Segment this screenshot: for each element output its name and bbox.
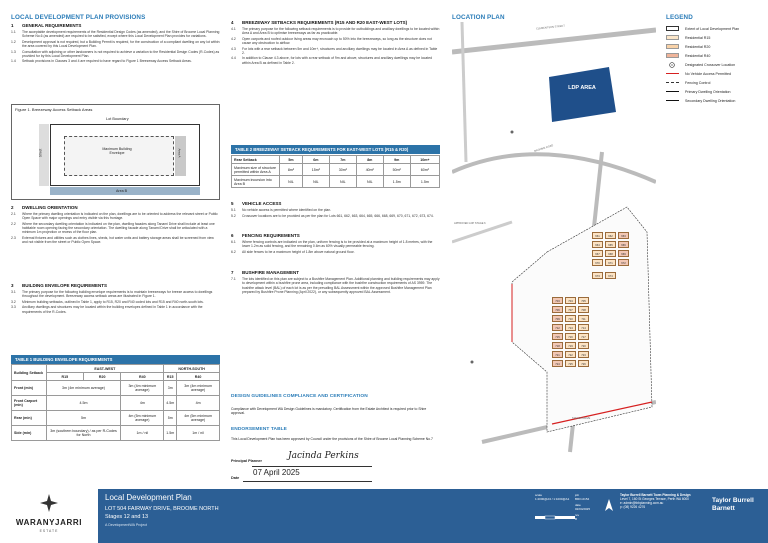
- area-a-label: Area A: [177, 148, 182, 158]
- lot: 726: [578, 360, 589, 367]
- endorsement-text: This Local Development Plan has been approved by Council under the provisions of the Shire of Broome Local Planning Scheme No.7: [231, 437, 433, 441]
- section-heading: [231, 270, 440, 275]
- clause: [11, 212, 220, 221]
- legend-swatch: [666, 73, 679, 75]
- clause-number: 7.1: [231, 277, 236, 281]
- endorsement-title: ENDORSEMENT TABLE: [231, 427, 287, 432]
- legend-label: Fencing Control: [685, 80, 711, 85]
- brand-logo-icon: [38, 492, 60, 514]
- table-1: [11, 364, 220, 441]
- scale-bar-icon: [535, 515, 575, 521]
- lot: 713: [565, 324, 576, 331]
- table-cell: 4m: [121, 396, 164, 411]
- rev-label: rev: [575, 513, 580, 517]
- table-1-sub: R15: [46, 373, 83, 381]
- meta-block: [575, 493, 590, 521]
- lot: 715: [552, 333, 563, 340]
- lot: 709: [552, 315, 563, 322]
- section-heading: [11, 23, 220, 28]
- section-envelope: [11, 283, 220, 315]
- legend-label: No Vehicle Access Permitted: [685, 71, 731, 76]
- table-cell: 3m: [164, 381, 177, 396]
- lot: 710: [565, 315, 576, 322]
- clause-number: 2.3: [11, 235, 16, 240]
- clause: [231, 240, 440, 249]
- legend-swatch: [666, 91, 679, 93]
- clause-text: For lots with a rear setback between 5m and 10m+, structures and ancillary dwellings may be located in Area A as defined in Table 2.: [242, 46, 438, 55]
- section-breezeway: [231, 20, 440, 66]
- section-heading: [231, 233, 440, 238]
- clause-number: 4.3: [231, 46, 236, 51]
- table-cell: NIL: [280, 176, 303, 188]
- scale-value: 1:2000@A3 / 1:1000@A1: [535, 497, 570, 501]
- section-title: DWELLING ORIENTATION: [22, 205, 78, 210]
- table-cell: 3m (southern boundary) / as per R-Codes for North: [46, 426, 121, 441]
- lot: 707: [565, 306, 576, 313]
- legend-swatch: [666, 44, 679, 49]
- brand-sub: ESTATE: [39, 529, 59, 533]
- clause-text: The primary purpose for the following setback requirements is to provide for outbuildings and ancillary dwellings to be located within Area A and Area B to optimise breezeways as far as practicable.: [242, 27, 440, 36]
- legend-item: [666, 42, 761, 51]
- date-label: date: [575, 503, 581, 507]
- legend-item: [666, 87, 761, 96]
- legend-label: Residential R15: [685, 35, 711, 40]
- clause-number: 3.2: [11, 299, 16, 304]
- row-label: Maximum incursion into Area B: [232, 176, 280, 188]
- lot: 667: [592, 250, 603, 257]
- lot: 720: [578, 342, 589, 349]
- ldp-area-label: LDP AREA: [568, 85, 596, 91]
- brand-name: WARANYJARRI: [15, 518, 83, 527]
- section-number: 2: [11, 205, 14, 210]
- meta-block: [535, 493, 569, 503]
- clause: [231, 277, 440, 294]
- crossover-icon: [666, 62, 679, 67]
- section-general: [11, 23, 220, 65]
- footer-line1: LOT 504 FAIRWAY DRIVE, BROOME NORTH: [105, 506, 219, 512]
- location-title: LOCATION PLAN: [452, 14, 505, 21]
- clause: [231, 208, 440, 212]
- compliance-title: DESIGN GUIDELINES COMPLIANCE AND CERTIFICATION: [231, 394, 368, 399]
- clause-text: All side fences to be a maximum height of 1.8m above natural ground floor.: [242, 249, 355, 254]
- table-cell: 4m (5m minimum average): [177, 411, 220, 426]
- lot: 673: [592, 272, 603, 279]
- lot: 706: [552, 306, 563, 313]
- table-cell: NIL: [356, 176, 383, 188]
- clause-text: The lots identified on this plan are subject to a Bushfire Management Plan. Additional planning and building requirements may apply to development within a bushfire prone area, including compliance with the bushfire construction requirements of AS 3959. The bushfire attack level (BAL) of each lot is as per the prevailing BAL Assessment within the approved Bushfire Management Plan prepared by Bushfire Prone Planning (April 2022), or any subsequently approved BAL Assessment.: [242, 277, 440, 294]
- clause-text: External fixtures and utilities such as clothes lines, sheds, hot water units and battery storage areas shall be screened from view and not visible from the street or Public Open Space.: [22, 235, 214, 245]
- legend-label: Secondary Dwelling Orientation: [685, 98, 736, 103]
- table-1-row: [12, 381, 220, 396]
- page-title: LOCAL DEVELOPMENT PLAN PROVISIONS: [11, 14, 146, 21]
- firm-address: Level 7, 160 St Georges Terrace, Perth WA 6000: [620, 497, 689, 501]
- clause: [11, 222, 220, 235]
- legend-label: Primary Dwelling Orientation: [685, 89, 731, 94]
- clause-number: 1.2: [11, 39, 16, 44]
- table-header: 8m: [356, 156, 383, 164]
- legend-item: [666, 78, 761, 87]
- table-1-col-ew: EAST-WEST: [46, 365, 164, 373]
- section-title: BUILDING ENVELOPE REQUIREMENTS: [22, 283, 108, 288]
- lot: 671: [605, 259, 616, 266]
- table-cell: 40m²: [356, 164, 383, 176]
- table-cell: 1m / nil: [177, 426, 220, 441]
- clause-text: Crossover locations are to be provided as per the plan for Lots 661, 662, 663, 664, 665, 666, 668, 669, 670, 671, 672, 673, 674.: [242, 213, 434, 218]
- legend-swatch: [666, 53, 679, 58]
- lot: 714: [578, 324, 589, 331]
- brand-box: [0, 489, 98, 543]
- lot: 670: [592, 259, 603, 266]
- lot: 661: [592, 232, 603, 239]
- table-cell: 1.5m: [383, 176, 410, 188]
- clause-number: 3.3: [11, 305, 16, 310]
- signer-line: [252, 466, 372, 467]
- clause-text: In addition to Clause 4.3 above, for lots with a rear setback of 9m and above, structures and ancillary dwellings may be located within Area B as defined in Table 2.: [242, 56, 432, 65]
- lot-boundary-label: Lot Boundary: [106, 117, 129, 121]
- compliance-text: Compliance with Development WA Design Guidelines is mandatory. Certification from the Estate Architect is required prior to Shire approval.: [231, 407, 427, 416]
- table-cell: NIL: [302, 176, 329, 188]
- clause: [11, 50, 220, 59]
- table-cell: 1.5m: [164, 426, 177, 441]
- legend-swatch: [666, 100, 679, 102]
- clause: [231, 214, 440, 218]
- clause: [11, 305, 220, 314]
- clause-number: 6.2: [231, 249, 236, 254]
- lot: 708: [578, 306, 589, 313]
- clause: [11, 236, 220, 245]
- clause: [231, 250, 440, 254]
- row-label: Front (min): [12, 381, 47, 396]
- table-header: 7m: [329, 156, 356, 164]
- table-1-row: [12, 426, 220, 441]
- table-cell: 60m²: [410, 164, 439, 176]
- section-title: GENERAL REQUIREMENTS: [22, 23, 82, 28]
- figure-caption: Figure 1. Breezeway Access Setback Areas: [15, 107, 93, 112]
- table-header: 5m: [280, 156, 303, 164]
- building-envelope: [64, 136, 174, 176]
- section-heading: [231, 201, 440, 206]
- road-label: CLEMENTSON STREET: [535, 24, 566, 31]
- footer-line2: Stages 12 and 13: [105, 514, 149, 520]
- legend-item: [666, 96, 761, 105]
- table-cell: 4.5m: [46, 396, 121, 411]
- clause: [11, 290, 220, 299]
- table-cell: 30m²: [329, 164, 356, 176]
- lot: 663: [618, 232, 629, 239]
- section-vehicle: [231, 201, 440, 219]
- table-2: [231, 155, 440, 188]
- firm-phone: p: (08) 9226 4276: [620, 505, 646, 509]
- table-cell: NIL: [329, 176, 356, 188]
- ldp-area-block: [549, 67, 616, 122]
- clause: [11, 300, 220, 304]
- legend-item: [666, 24, 761, 33]
- table-cell: 4m (5m minimum average): [121, 411, 164, 426]
- table-cell: 1m / nil: [121, 426, 164, 441]
- clause-text: Where fencing controls are indicated on the plan, uniform fencing is to be provided at a maximum height of 1.8 metres, with the lower 1.2m as solid fencing, and the remaining 0.6m as 60% visually permeable fencing.: [242, 240, 433, 249]
- section-title: BREEZEWAY SETBACKS REQUIREMENTS (R15 AND R20 EAST-WEST LOTS): [242, 20, 408, 25]
- clause: [231, 47, 440, 56]
- table-cell: 15m²: [302, 164, 329, 176]
- lot: 724: [552, 360, 563, 367]
- section-orientation: [11, 205, 220, 246]
- table-cell: 1.5m: [410, 176, 439, 188]
- date-line: [243, 481, 372, 482]
- row-label: Rear (min): [12, 411, 47, 426]
- lot: 711: [578, 315, 589, 322]
- clause-number: 5.1: [231, 208, 236, 212]
- row-label: Side (min): [12, 426, 47, 441]
- clause-text: Ancillary dwellings and structures may be located within the building envelopes defined in Table 1 in accordance with the requirements of the R-Codes.: [22, 305, 203, 314]
- clause-number: 4.4: [231, 56, 236, 61]
- table-1-sub: R40: [177, 373, 220, 381]
- table-1-row: [12, 396, 220, 411]
- endorsement-date: 07 April 2025: [253, 468, 300, 477]
- section-title: VEHICLE ACCESS: [242, 201, 282, 206]
- table-1-col-setback: Building Setback: [12, 365, 47, 381]
- table-cell: 3m (4m minimum average): [177, 381, 220, 396]
- table-header: 9m: [383, 156, 410, 164]
- date-value: 02/04/2025: [575, 507, 591, 511]
- clause-text: The primary purpose for the following building envelope requirements is to maintain breezeways for breeze access to dwellings throughout the development. Breezeway access setback areas are illustrated in Figure 1.: [22, 290, 213, 299]
- table-1-col-ns: NORTH-SOUTH: [164, 365, 220, 373]
- firm-logo: Taylor Burrell Barnett: [712, 497, 754, 512]
- rev-value: B: [575, 517, 578, 521]
- section-number: 7: [231, 270, 234, 275]
- clause-text: Setback provisions in Clauses 3 and 4 are required to have regard to Figure 1 Breezeway Access Setback Areas.: [22, 59, 192, 64]
- table-1-title: TABLE 1 BUILDING ENVELOPE REQUIREMENTS: [11, 355, 220, 364]
- section-title: BUSHFIRE MANAGEMENT: [242, 270, 299, 275]
- firm-name: Taylor Burrell Barnett Town Planning & Design: [620, 493, 691, 497]
- clause-number: 4.1: [231, 27, 236, 31]
- firm-email: e: admin@tbbplanning.com.au: [620, 501, 664, 505]
- footer: [0, 489, 768, 543]
- legend-swatch: [666, 35, 679, 40]
- clause-number: 2.1: [11, 212, 16, 216]
- clause: [231, 56, 440, 65]
- table-2-title: TABLE 2 BREEZEWAY SETBACK REQUIREMENTS FOR EAST-WEST LOTS (R15 & R20): [231, 145, 440, 154]
- table-cell: 5m: [46, 411, 121, 426]
- lot: 725: [565, 360, 576, 367]
- legend-label: Residential R20: [685, 44, 711, 49]
- table-2-row: [232, 164, 440, 176]
- footer-title: Local Development Plan: [105, 493, 192, 502]
- legend-title: LEGEND: [666, 14, 693, 21]
- lot: 722: [565, 351, 576, 358]
- section-number: 1: [11, 23, 14, 28]
- road-label: TANAMI DRIVE: [572, 417, 591, 420]
- lot: 718: [552, 342, 563, 349]
- clause: [231, 37, 440, 46]
- location-plan: [452, 22, 656, 489]
- lot: 703: [552, 297, 563, 304]
- clause-number: 1.3: [11, 49, 16, 54]
- table-header: 6m: [302, 156, 329, 164]
- lot: 723: [578, 351, 589, 358]
- area-b-label: Area B: [116, 188, 127, 193]
- legend-swatch: [666, 26, 679, 31]
- table-header: Rear Setback: [232, 156, 280, 164]
- table-2-row: [232, 176, 440, 188]
- signature: Jacinda Perkins: [288, 451, 359, 461]
- lot: 665: [605, 241, 616, 248]
- legend-label: Designated Crossover Location: [685, 62, 736, 67]
- clause-number: 1.1: [11, 30, 16, 34]
- section-fencing: [231, 233, 440, 255]
- lot: 668: [605, 250, 616, 257]
- lot: 672: [618, 259, 629, 266]
- legend-label: Extent of Local Development Plan: [685, 26, 740, 31]
- lot: 717: [578, 333, 589, 340]
- section-number: 4: [231, 20, 234, 25]
- legend-swatch: [666, 82, 679, 84]
- legend-label: Residential R40: [685, 53, 711, 58]
- section-bushfire: [231, 270, 440, 295]
- table-cell: 3m (4m minimum average): [46, 381, 121, 396]
- street-label: Street: [38, 148, 43, 158]
- date-label: Date: [231, 476, 240, 480]
- table-cell: 5m: [164, 411, 177, 426]
- lot: 674: [605, 272, 616, 279]
- lot: 712: [552, 324, 563, 331]
- lot: 704: [565, 297, 576, 304]
- table-cell: 4m: [177, 396, 220, 411]
- clause-number: 2.2: [11, 221, 16, 226]
- signer-label: Principal Planner: [231, 459, 263, 463]
- lot: 705: [578, 297, 589, 304]
- clause-number: 4.2: [231, 36, 236, 41]
- lot: 719: [565, 342, 576, 349]
- envelope-label: Maximum Building Envelope: [102, 147, 132, 155]
- clause-text: Where the primary dwelling orientation is indicated on the plan, dwellings are to be oriented to address the relevant street or Public Open Space with major openings and entry visible via this frontage.: [22, 212, 218, 221]
- legend-item: [666, 60, 761, 69]
- section-title: FENCING REQUIREMENTS: [242, 233, 300, 238]
- row-label: Maximum size of structure permitted within Area A: [232, 164, 280, 176]
- clause-text: Consultation with adjoining or other landowners is not required to achieve a variation to the Residential Design Codes (R-Codes) as provided for by this Local Development Plan.: [22, 49, 220, 58]
- job-value: BRO-0154: [575, 497, 590, 501]
- lot: 669: [618, 250, 629, 257]
- firm-block: [620, 493, 705, 509]
- legend-item: [666, 51, 761, 60]
- section-heading: [11, 205, 220, 210]
- section-number: 3: [11, 283, 14, 288]
- table-cell: 8m²: [280, 164, 303, 176]
- clause-text: The acceptable development requirements of the Residential Design Codes (as amended), and the Shire of Broome Local Planning Scheme No.6 (as amended) are required to be satisfied, except where this Local Development Plan provides for variations.: [22, 30, 220, 39]
- legend-item: [666, 69, 761, 78]
- road-label: BROOME ROAD: [534, 144, 554, 153]
- clause-number: 5.2: [231, 213, 236, 218]
- clause-number: 1.4: [11, 59, 16, 64]
- clause-text: Open carports and roofed outdoor living areas may encroach up to 50% into the breezeways, so long as the structure does not cause any obstruction to airflow.: [242, 36, 432, 46]
- footer-line3: A DevelopmentWA Project: [105, 523, 148, 527]
- lot: 666: [618, 241, 629, 248]
- table-1-sub: R20: [84, 373, 121, 381]
- clause: [11, 40, 220, 49]
- clause-number: 3.1: [11, 290, 16, 294]
- clause-text: Development approval is not required, but a Building Permit is required, for the construction of a compliant dwelling on any lot within the area covered by this Local Development Plan.: [22, 39, 220, 49]
- lot: 716: [565, 333, 576, 340]
- section-number: 6: [231, 233, 234, 238]
- lot: 664: [592, 241, 603, 248]
- job-label: job: [575, 493, 580, 497]
- table-1-sub: R15: [164, 373, 177, 381]
- clause-number: 6.1: [231, 240, 236, 244]
- table-header: 10m+: [410, 156, 439, 164]
- table-1-sub: R40: [121, 373, 164, 381]
- scale-label: scale: [535, 493, 543, 497]
- section-number: 5: [231, 201, 234, 206]
- row-label: Front Carport (min): [12, 396, 47, 411]
- lot: 662: [605, 232, 616, 239]
- table-cell: 3m (4m minimum average): [121, 381, 164, 396]
- figure-1: [11, 104, 220, 200]
- table-cell: 4.5m: [164, 396, 177, 411]
- legend-item: [666, 33, 761, 42]
- section-heading: [11, 283, 220, 288]
- approved-ldp-label: APPROVED LDP STAGE 6: [454, 222, 486, 225]
- legend: [666, 24, 761, 105]
- north-arrow-icon: [605, 499, 613, 511]
- table-1-row: [12, 411, 220, 426]
- clause-text: No vehicle access is permitted where identified on the plan.: [242, 208, 332, 212]
- clause: [231, 27, 440, 36]
- clause-text: Where the secondary dwelling orientation is indicated on the plan, dwelling facades along Tanami Drive shall include at least one habitable room opening facing the secondary orientation. The dwelling facade along Tanami Drive shall be articulated with a minimum 1m projection or recess of the floor plan.: [22, 221, 215, 235]
- clause: [11, 30, 220, 39]
- clause: [11, 59, 220, 63]
- clause-text: Minimum building setbacks, outlined in Table 1, apply to R15, R20 and R40 coded lots and R15 and R40 north-south lots.: [22, 299, 204, 304]
- section-heading: [231, 20, 440, 25]
- lot: 721: [552, 351, 563, 358]
- table-cell: 50m²: [383, 164, 410, 176]
